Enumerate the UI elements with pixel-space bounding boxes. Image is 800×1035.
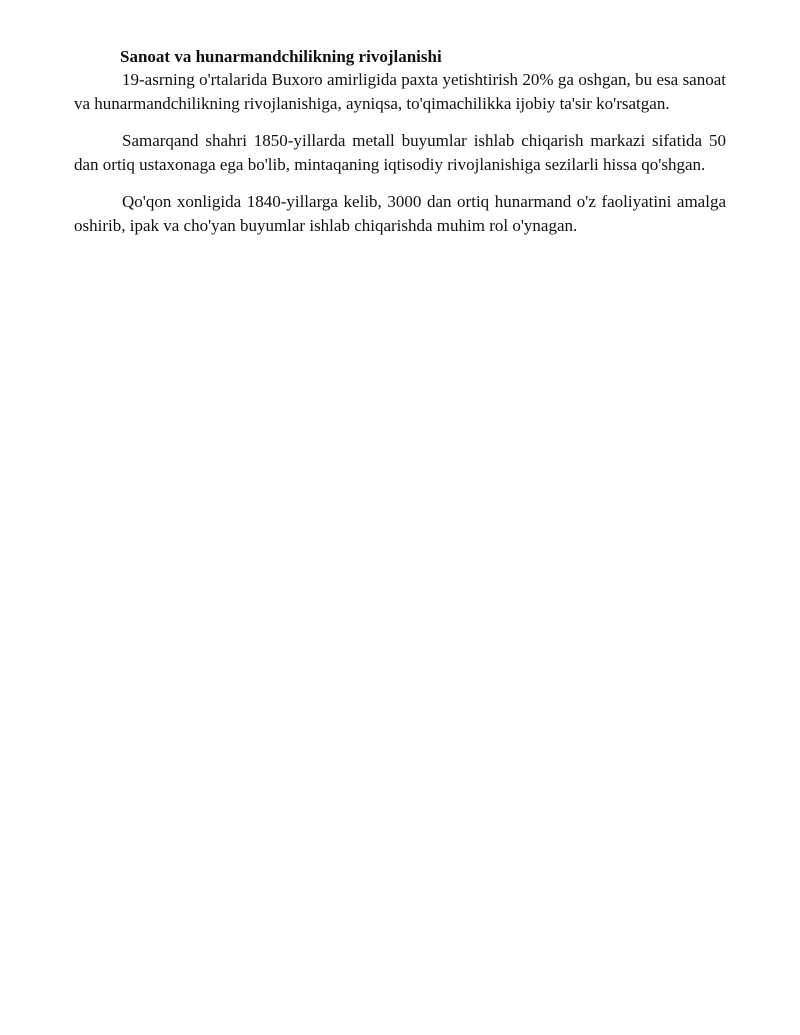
paragraph-samarkand-metalwork: Samarqand shahri 1850-yillarda metall buyumlar ishlab chiqarish markazi sifatida 50 dan ortiq ustaxonaga ega bo'lib, mintaqaning iqtisodiy rivojlanishiga sezilarli hissa qo'shgan. xyxy=(74,131,726,174)
paragraph-kokand-artisans: Qo'qon xonligida 1840-yillarga kelib, 3000 dan ortiq hunarmand o'z faoliyatini amalga oshirib, ipak va cho'yan buyumlar ishlab chiqarishda muhim rol o'ynagan. xyxy=(74,192,726,235)
document-body xyxy=(74,46,726,238)
paragraph-cotton-growth: 19-asrning o'rtalarida Buxoro amirligida paxta yetishtirish 20% ga oshgan, bu esa sanoat va hunarmandchilikning rivojlanishiga, ayniqsa, to'qimachilikka ijobiy ta'sir ko'rsatgan. xyxy=(74,70,726,113)
section-heading: Sanoat va hunarmandchilikning rivojlanishi xyxy=(120,47,442,66)
